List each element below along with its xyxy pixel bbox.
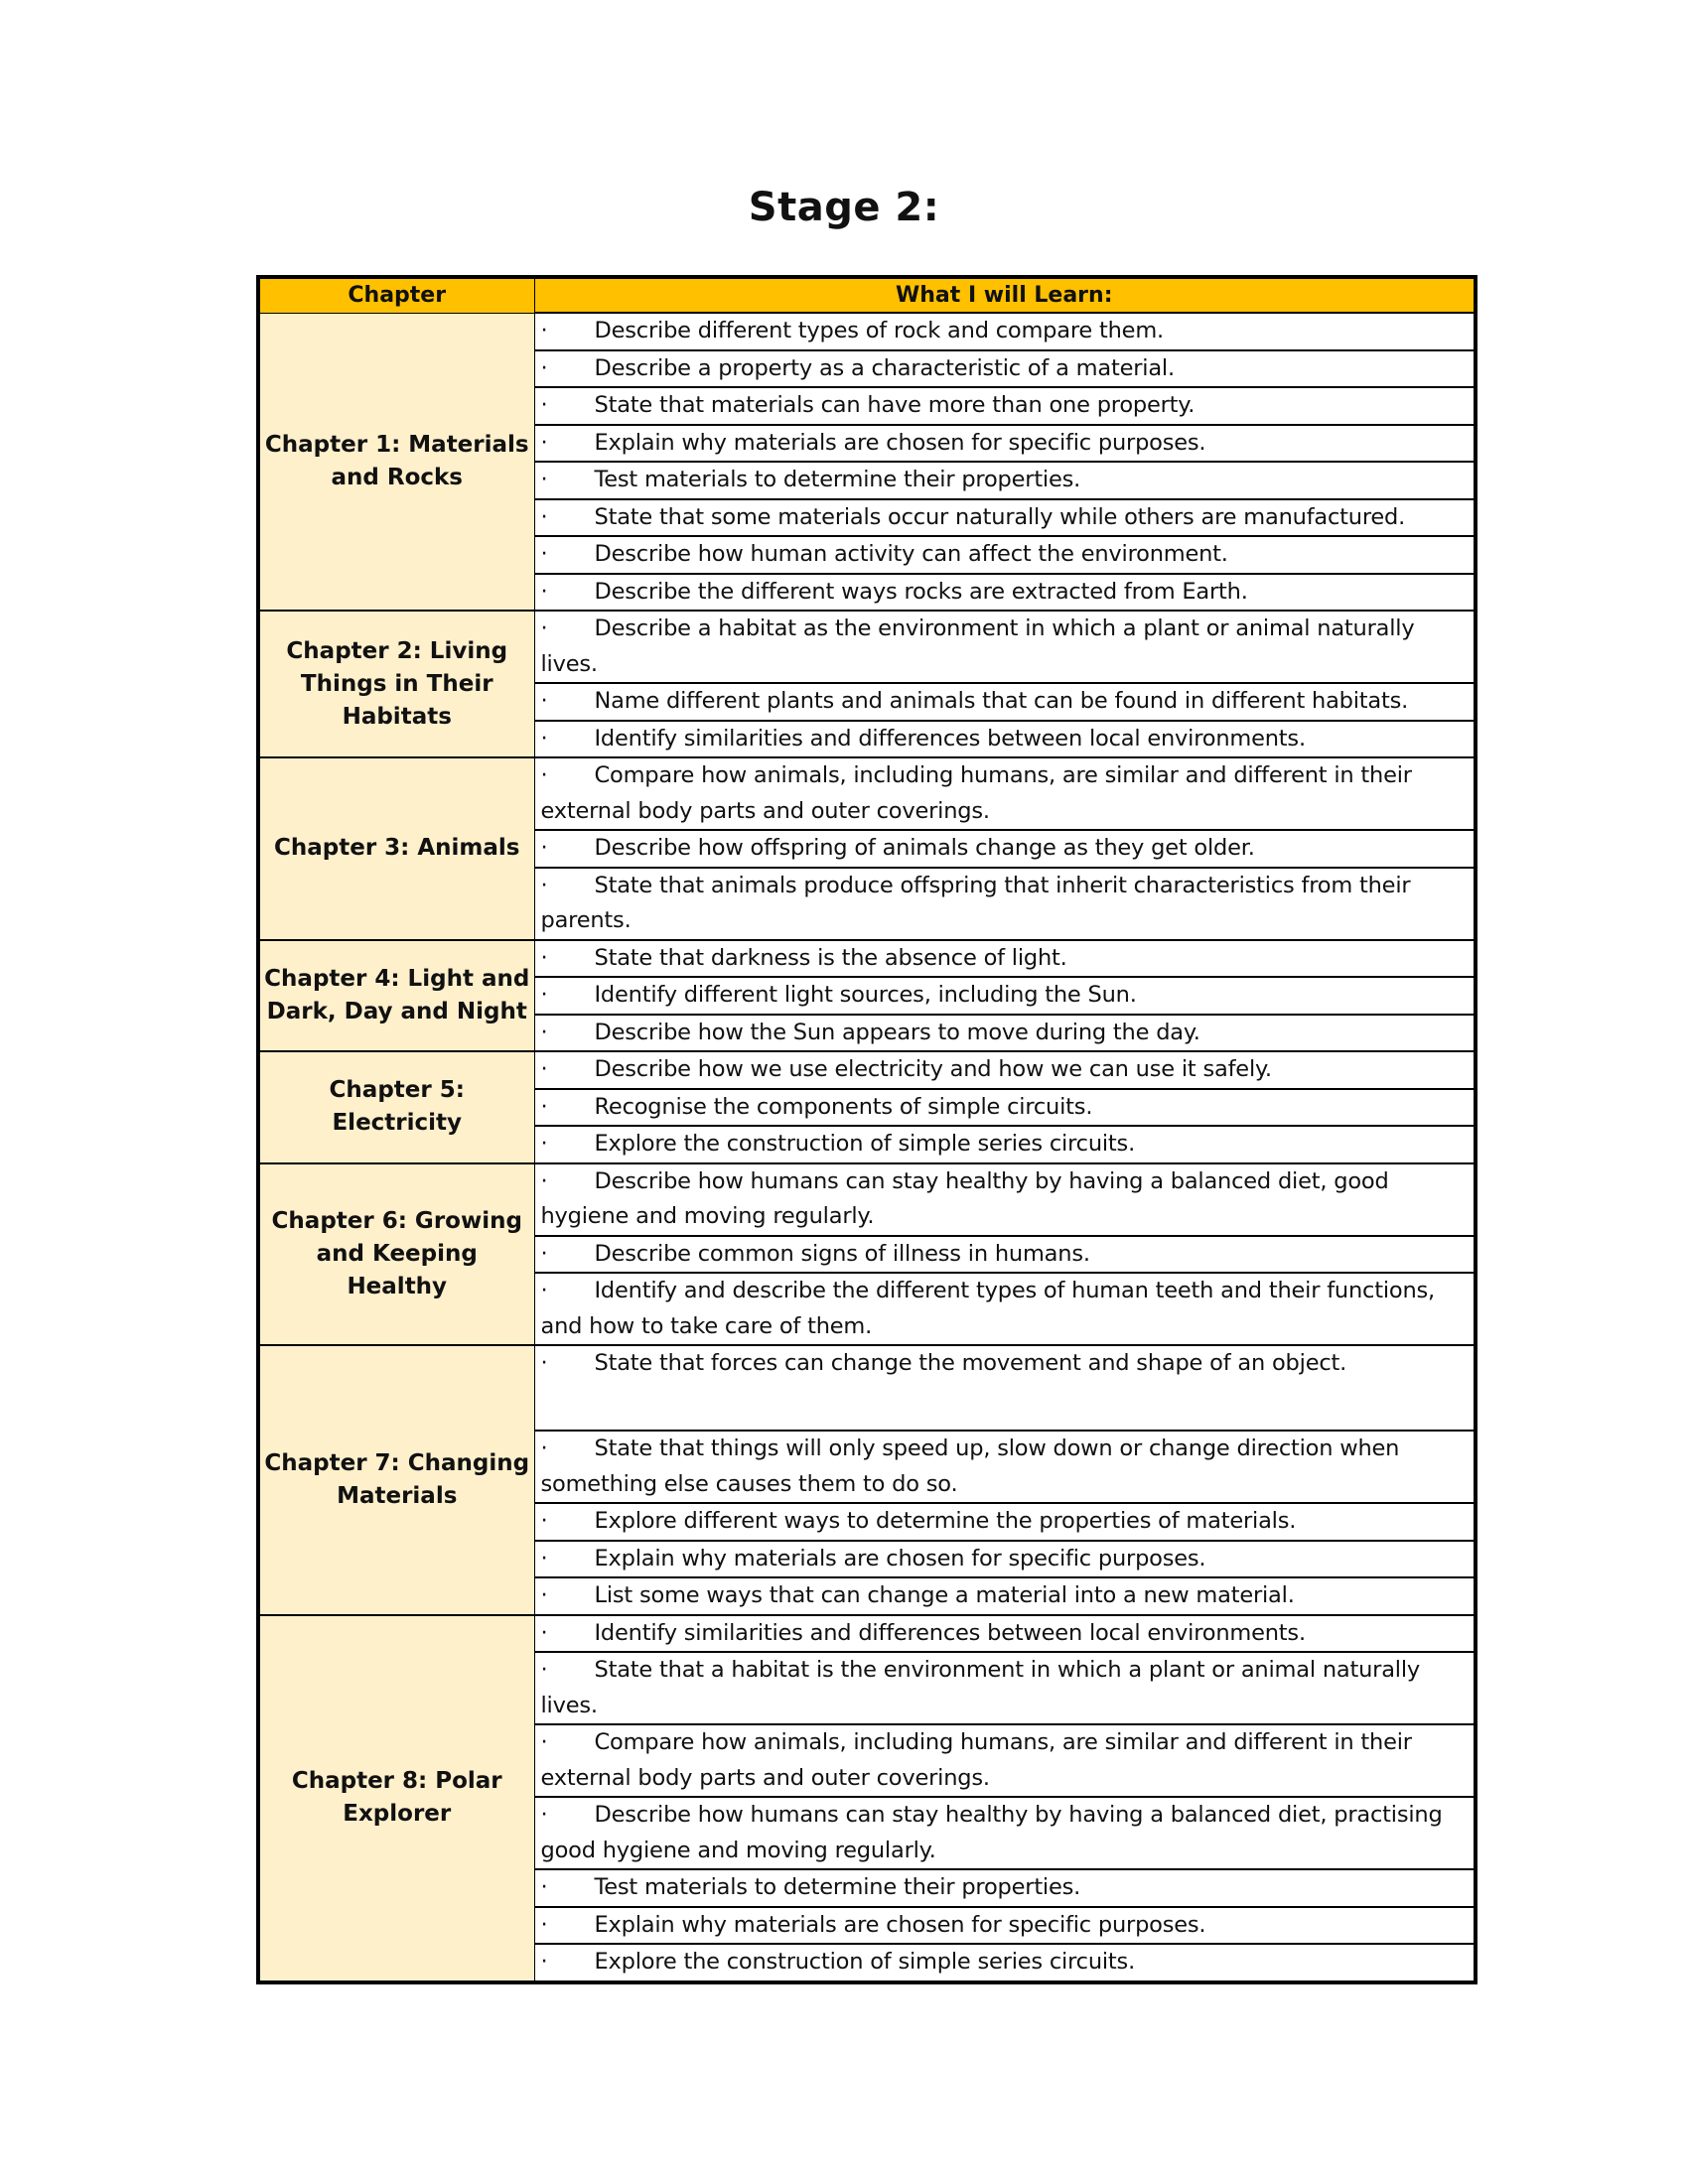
learning-objective-text: Explore different ways to determine the properties of materials. [594, 1508, 1297, 1534]
header-chapter: Chapter [258, 277, 534, 313]
bullet-icon: · [540, 503, 548, 530]
learning-objective-cell [534, 1126, 1476, 1163]
learning-objective-cell [534, 1869, 1476, 1907]
learning-objective-cell [534, 1797, 1476, 1869]
learning-objective-cell [534, 350, 1476, 388]
chapter-name-cell: Chapter 6: Growing and Keeping Healthy [258, 1163, 534, 1346]
bullet-icon: · [540, 872, 548, 898]
learning-objective-cell [534, 977, 1476, 1015]
learning-objective-cell [534, 536, 1476, 574]
table-row [258, 1051, 1476, 1089]
bullet-icon: · [540, 392, 548, 418]
learning-objective-text: Describe a property as a characteristic of a material. [594, 354, 1175, 381]
bullet-icon: · [540, 1729, 548, 1755]
learning-objective-cell [534, 1345, 1476, 1431]
learning-objective-text: Identify and describe the different types of human teeth and their functions, and how to take care of them. [540, 1278, 1435, 1339]
bullet-icon: · [540, 1131, 548, 1157]
learning-objective-text: Identify different light sources, including the Sun. [594, 982, 1137, 1008]
learning-objective-text: Test materials to determine their properties. [594, 1874, 1081, 1900]
bullet-icon: · [540, 1874, 548, 1900]
bullet-icon: · [540, 1240, 548, 1267]
bullet-icon: · [540, 1350, 548, 1376]
learning-objective-text: Describe how humans can stay healthy by having a balanced diet, practising good hygiene and moving regularly. [540, 1802, 1443, 1863]
learning-objective-cell [534, 499, 1476, 537]
learning-objective-text: State that forces can change the movement and shape of an object. [594, 1350, 1347, 1376]
page-title: Stage 2: [748, 185, 940, 230]
bullet-icon: · [540, 725, 548, 751]
learning-objective-text: State that darkness is the absence of light. [594, 944, 1067, 971]
learning-objective-cell [534, 387, 1476, 425]
bullet-icon: · [540, 1949, 548, 1975]
learning-objective-cell [534, 757, 1476, 830]
chapter-name-cell: Chapter 8: Polar Explorer [258, 1615, 534, 1982]
learning-objective-cell [534, 1541, 1476, 1578]
learning-objective-cell [534, 1273, 1476, 1345]
learning-objective-text: Test materials to determine their properties. [594, 467, 1081, 492]
chapter-name-cell: Chapter 3: Animals [258, 757, 534, 940]
table-row [258, 313, 1476, 350]
chapter-name-cell: Chapter 2: Living Things in Their Habitats [258, 611, 534, 757]
table-row [258, 940, 1476, 978]
learning-objective-cell [534, 1724, 1476, 1797]
learning-objective-text: Compare how animals, including humans, are similar and different in their external body parts and outer coverings. [540, 1729, 1412, 1791]
learning-objective-cell [534, 1236, 1476, 1274]
bullet-icon: · [540, 1582, 548, 1608]
learning-objective-text: Describe how offspring of animals change as they get older. [594, 835, 1255, 861]
learning-objective-text: State that animals produce offspring that inherit characteristics from their parents. [540, 872, 1411, 933]
learning-objective-text: Describe how humans can stay healthy by having a balanced diet, good hygiene and moving regularly. [540, 1167, 1389, 1229]
learning-objective-text: Explore the construction of simple series circuits. [594, 1949, 1136, 1975]
learning-objective-text: Describe how human activity can affect the environment. [594, 541, 1228, 567]
learning-objective-text: Describe how the Sun appears to move during the day. [594, 1019, 1200, 1045]
learning-objective-text: Name different plants and animals that can be found in different habitats. [594, 688, 1409, 714]
bullet-icon: · [540, 1278, 548, 1303]
learning-objective-cell [534, 1503, 1476, 1541]
table-header-row [258, 277, 1476, 313]
learning-objective-cell [534, 1944, 1476, 1982]
bullet-icon: · [540, 1911, 548, 1938]
learning-objective-text: Describe common signs of illness in humans. [594, 1240, 1090, 1267]
learning-objective-text: Describe the different ways rocks are extracted from Earth. [594, 578, 1248, 605]
learning-objective-cell [534, 940, 1476, 978]
bullet-icon: · [540, 1657, 548, 1683]
table-row [258, 1615, 1476, 1653]
learning-objective-cell [534, 721, 1476, 758]
bullet-icon: · [540, 1435, 548, 1461]
bullet-icon: · [540, 1508, 548, 1534]
bullet-icon: · [540, 1093, 548, 1120]
learning-objective-text: State that a habitat is the environment in which a plant or animal naturally lives. [540, 1657, 1421, 1718]
learning-objective-text: Describe different types of rock and compare them. [594, 318, 1164, 343]
learning-objective-text: Identify similarities and differences between local environments. [594, 725, 1306, 751]
bullet-icon: · [540, 1619, 548, 1646]
learning-objective-cell [534, 1051, 1476, 1089]
table-body [258, 313, 1476, 1982]
learning-objective-text: State that some materials occur naturally while others are manufactured. [594, 503, 1406, 530]
learning-objective-text: State that materials can have more than one property. [594, 392, 1196, 418]
bullet-icon: · [540, 1545, 548, 1571]
chapter-name-cell: Chapter 7: Changing Materials [258, 1345, 534, 1615]
learning-objective-cell [534, 1431, 1476, 1503]
bullet-icon: · [540, 688, 548, 714]
learning-objective-cell [534, 611, 1476, 683]
learning-objective-cell [534, 425, 1476, 463]
learning-objective-cell [534, 313, 1476, 350]
learning-objective-cell [534, 1163, 1476, 1236]
learning-objective-text: Identify similarities and differences between local environments. [594, 1619, 1306, 1646]
learning-objective-text: Explain why materials are chosen for specific purposes. [594, 1911, 1206, 1938]
learning-objective-cell [534, 462, 1476, 499]
table-row [258, 1163, 1476, 1236]
bullet-icon: · [540, 1019, 548, 1045]
bullet-icon: · [540, 429, 548, 456]
bullet-icon: · [540, 318, 548, 343]
bullet-icon: · [540, 354, 548, 381]
bullet-icon: · [540, 944, 548, 971]
bullet-icon: · [540, 615, 548, 641]
learning-objective-cell [534, 1577, 1476, 1615]
chapter-name-cell: Chapter 5: Electricity [258, 1051, 534, 1163]
bullet-icon: · [540, 982, 548, 1008]
learning-objective-text: Explain why materials are chosen for specific purposes. [594, 429, 1206, 456]
learning-objective-cell [534, 574, 1476, 612]
learning-objective-text: Describe how we use electricity and how we can use it safely. [594, 1056, 1272, 1082]
bullet-icon: · [540, 835, 548, 861]
table-row [258, 611, 1476, 683]
learning-objective-text: Compare how animals, including humans, are similar and different in their external body parts and outer coverings. [540, 762, 1412, 824]
bullet-icon: · [540, 762, 548, 788]
learning-objective-text: List some ways that can change a material into a new material. [594, 1582, 1295, 1608]
table-row [258, 757, 1476, 830]
learning-objective-text: Explain why materials are chosen for specific purposes. [594, 1545, 1206, 1571]
learning-objective-cell [534, 868, 1476, 940]
learning-objective-cell [534, 1907, 1476, 1945]
learning-objective-cell [534, 1652, 1476, 1724]
learning-objective-cell [534, 1015, 1476, 1052]
chapter-name-cell: Chapter 1: Materials and Rocks [258, 313, 534, 611]
table-row [258, 1345, 1476, 1431]
bullet-icon: · [540, 1056, 548, 1082]
bullet-icon: · [540, 467, 548, 492]
bullet-icon: · [540, 541, 548, 567]
curriculum-table [256, 275, 1477, 1984]
learning-objective-cell [534, 683, 1476, 721]
bullet-icon: · [540, 1167, 548, 1194]
learning-objective-text: Explore the construction of simple series circuits. [594, 1131, 1136, 1157]
bullet-icon: · [540, 578, 548, 605]
header-what-i-will-learn: What I will Learn: [534, 277, 1476, 313]
bullet-icon: · [540, 1802, 548, 1828]
learning-objective-cell [534, 1615, 1476, 1653]
learning-objective-cell [534, 1089, 1476, 1127]
learning-objective-text: Describe a habitat as the environment in which a plant or animal naturally lives. [540, 615, 1415, 677]
chapter-name-cell: Chapter 4: Light and Dark, Day and Night [258, 940, 534, 1052]
learning-objective-text: Recognise the components of simple circuits. [594, 1093, 1093, 1120]
learning-objective-text: State that things will only speed up, slow down or change direction when something else causes them to do so. [540, 1435, 1400, 1497]
learning-objective-cell [534, 830, 1476, 868]
